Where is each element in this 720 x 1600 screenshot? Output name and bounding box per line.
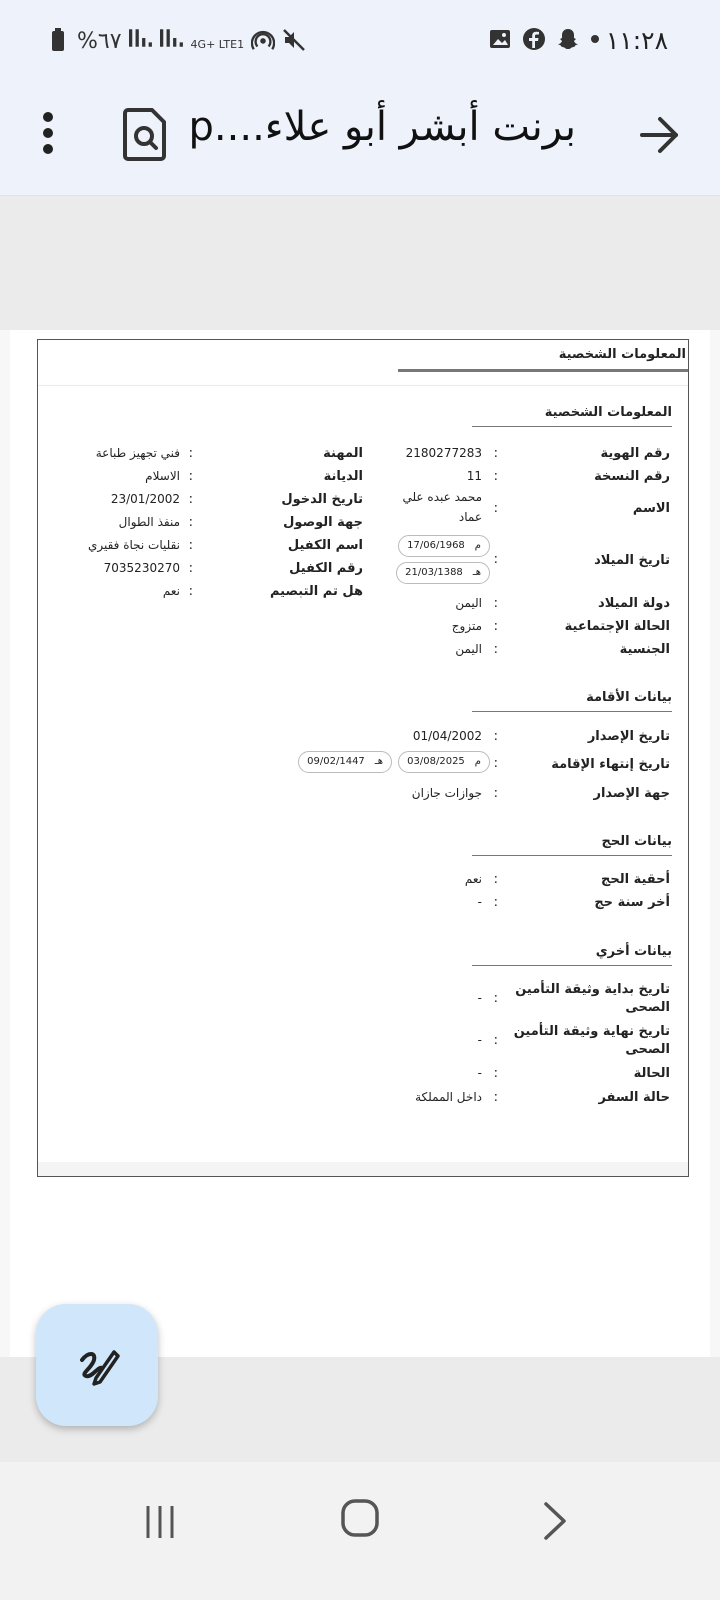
copy-label: رقم النسخة — [594, 469, 670, 484]
birth-greg-pill — [398, 535, 490, 557]
birth-hijri-value: 21/03/1388 — [405, 567, 463, 578]
back-arrow-icon[interactable] — [634, 110, 684, 160]
colon: : — [188, 469, 193, 484]
signal-icon — [129, 26, 153, 50]
more-vert-icon[interactable] — [36, 106, 60, 162]
last-hajj-label: أخر سنة حج — [594, 895, 670, 910]
birth-hijri-unit: هـ — [472, 567, 481, 578]
issue-date-label: تاريخ الإصدار — [587, 729, 670, 744]
app-bar — [0, 80, 720, 196]
section-personal-title: المعلومات الشخصية — [472, 405, 672, 427]
ins-start-label-2: الصحى — [625, 1000, 670, 1015]
id-label: رقم الهوية — [600, 446, 670, 461]
dot-icon — [590, 34, 600, 44]
birth-country-value: اليمن — [455, 596, 482, 610]
status-time: ١١:٢٨ — [605, 26, 668, 55]
sponsor-number-value: 7035230270 — [103, 561, 180, 575]
issuer-label: جهة الإصدار — [593, 786, 670, 801]
top-header — [398, 340, 688, 372]
expiry-greg-value: 03/08/2025 — [407, 756, 465, 767]
section-other-title: بيانات أخري — [472, 944, 672, 966]
colon: : — [493, 552, 498, 567]
expiry-greg-pill — [398, 751, 490, 773]
sponsor-name-label: اسم الكفيل — [287, 538, 363, 553]
birth-date-label: تاريخ الميلاد — [594, 553, 670, 568]
colon: : — [493, 469, 498, 484]
network-type: 4G+ LTE1 — [190, 38, 245, 51]
expiry-greg-unit: م — [474, 756, 481, 767]
issuer-value: جوازات جازان — [411, 786, 482, 800]
marital-value: متزوج — [451, 619, 482, 633]
colon: : — [493, 642, 498, 657]
status-left — [46, 26, 306, 54]
nationality-label: الجنسية — [619, 642, 670, 657]
colon: : — [493, 895, 498, 910]
edit-pen-icon — [72, 1340, 122, 1390]
ins-end-label-2: الصحى — [625, 1042, 670, 1057]
status-value: - — [477, 1066, 482, 1080]
battery-level: %٦٧ — [77, 29, 122, 54]
status-label: الحالة — [633, 1066, 670, 1081]
expiry-hijri-value: 09/02/1447 — [307, 756, 365, 767]
home-icon[interactable] — [340, 1498, 380, 1538]
arrival-value: منفذ الطوال — [118, 515, 180, 529]
ins-end-label-1: تاريخ نهاية وثيقة التأمين — [513, 1024, 670, 1039]
name-label: الاسم — [632, 501, 670, 516]
frame-footer — [38, 1162, 688, 1176]
colon: : — [493, 501, 498, 516]
section-hajj-title: بيانات الحج — [472, 834, 672, 856]
expiry-hijri-unit: هـ — [374, 756, 383, 767]
name-value-line2: عماد — [458, 510, 482, 524]
entry-date-value: 23/01/2002 — [110, 492, 180, 506]
colon: : — [188, 515, 193, 530]
separator — [38, 385, 688, 386]
name-value-line1: محمد عبده علي — [402, 490, 482, 504]
colon: : — [493, 872, 498, 887]
birth-country-label: دولة الميلاد — [598, 596, 670, 611]
copy-value: 11 — [466, 469, 482, 483]
colon: : — [493, 786, 498, 801]
nationality-value: اليمن — [455, 642, 482, 656]
doc-search-icon[interactable] — [120, 106, 172, 162]
issue-date-value: 01/04/2002 — [412, 729, 482, 743]
expiry-label: تاريخ إنتهاء الإقامة — [551, 757, 670, 772]
colon: : — [493, 1090, 498, 1105]
back-icon[interactable] — [540, 1498, 570, 1544]
sponsor-name-value: نقليات نجاة فقيري — [87, 538, 180, 552]
section-residence-title: بيانات الأقامة — [472, 690, 672, 712]
travel-label: حالة السفر — [598, 1090, 670, 1105]
status-right-icons — [488, 27, 600, 51]
expiry-hijri-pill — [298, 751, 392, 773]
religion-label: الديانة — [323, 469, 363, 484]
colon: : — [188, 492, 193, 507]
sponsor-number-label: رقم الكفيل — [289, 561, 363, 576]
facebook-icon — [522, 27, 546, 51]
religion-value: الاسلام — [145, 469, 180, 483]
marital-label: الحالة الإجتماعية — [564, 619, 670, 634]
colon: : — [493, 756, 498, 771]
travel-value: داخل المملكة — [415, 1090, 482, 1104]
colon: : — [493, 991, 498, 1006]
birth-greg-value: 17/06/1968 — [407, 540, 465, 551]
top-header-text: المعلومات الشخصية — [558, 347, 686, 362]
colon: : — [493, 619, 498, 634]
system-nav-bar — [0, 1462, 720, 1600]
signal-icon-2 — [160, 26, 184, 50]
document-title: برنت أبشر أبو علاء....p — [188, 104, 576, 150]
mute-icon — [282, 28, 306, 52]
id-value: 2180277283 — [405, 446, 482, 460]
birth-hijri-pill — [396, 562, 490, 584]
last-hajj-value: - — [477, 895, 482, 909]
edit-fab-button[interactable] — [36, 1304, 158, 1426]
fingerprint-label: هل تم التبصيم — [269, 584, 363, 599]
ins-end-value: - — [477, 1033, 482, 1047]
recent-apps-icon[interactable] — [142, 1502, 182, 1542]
document-viewer[interactable] — [0, 330, 720, 1357]
colon: : — [188, 538, 193, 553]
ins-start-value: - — [477, 991, 482, 1005]
colon: : — [188, 446, 193, 461]
snapchat-icon — [556, 27, 580, 51]
status-bar — [0, 0, 720, 80]
occupation-label: المهنة — [323, 446, 363, 461]
birth-greg-unit: م — [474, 540, 481, 551]
fingerprint-value: نعم — [162, 584, 180, 598]
colon: : — [493, 1033, 498, 1048]
ins-start-label-1: تاريخ بداية وثيقة التأمين — [515, 982, 670, 997]
colon: : — [188, 584, 193, 599]
colon: : — [493, 596, 498, 611]
battery-icon — [46, 28, 70, 52]
document-frame — [37, 339, 689, 1177]
colon: : — [493, 729, 498, 744]
colon: : — [493, 446, 498, 461]
hajj-eligible-label: أحقية الحج — [601, 872, 670, 887]
colon: : — [493, 1066, 498, 1081]
occupation-value: فني تجهيز طباعة — [95, 446, 180, 460]
hajj-eligible-value: نعم — [464, 872, 482, 886]
hotspot-icon — [251, 28, 275, 52]
gallery-icon — [488, 27, 512, 51]
colon: : — [188, 561, 193, 576]
entry-date-label: تاريخ الدخول — [281, 492, 363, 507]
arrival-label: جهة الوصول — [283, 515, 363, 530]
